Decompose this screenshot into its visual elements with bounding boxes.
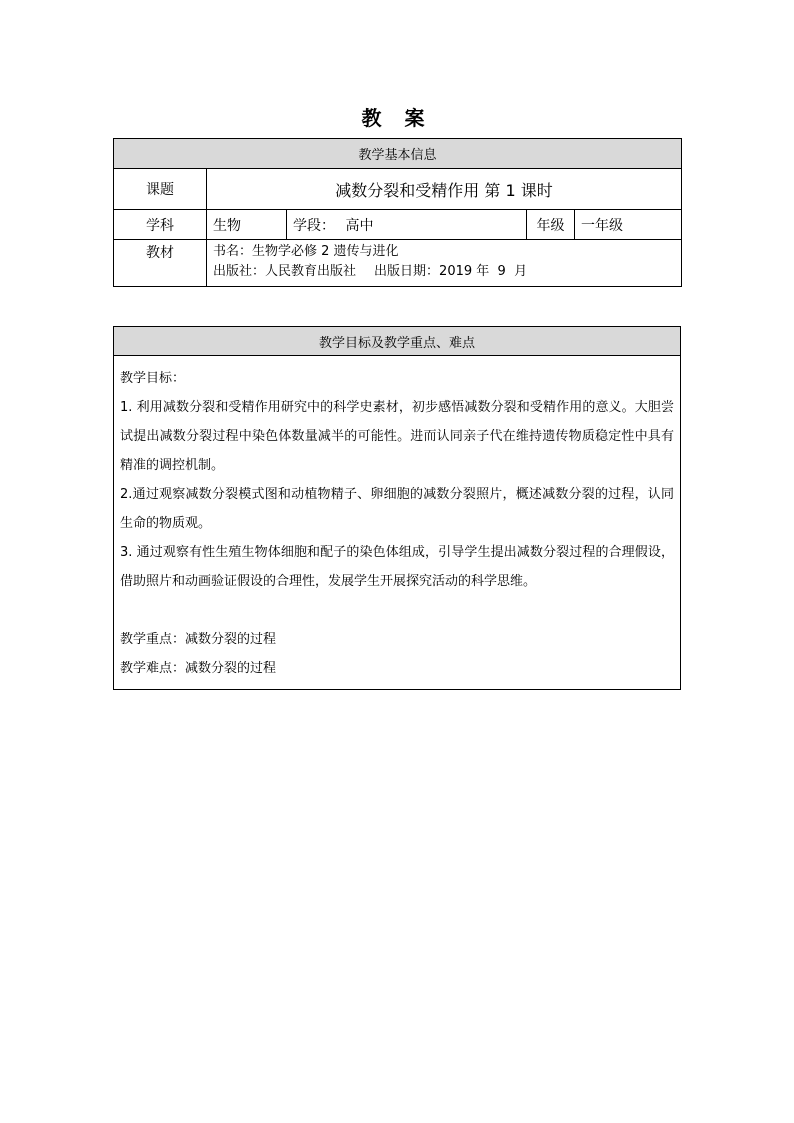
stage-cell xyxy=(287,210,527,240)
textbook-label: 教材 xyxy=(114,240,207,287)
difficult-point: 教学难点：减数分裂的过程 xyxy=(120,661,277,676)
topic-value: 减数分裂和受精作用 第 1 课时 xyxy=(207,169,682,210)
stage-label: 学段： xyxy=(293,217,335,234)
textbook-info xyxy=(207,240,682,287)
grade-label: 年级 xyxy=(527,210,575,240)
goals-header: 教学目标及教学重点、难点 xyxy=(114,327,681,356)
book-name-label: 书名： xyxy=(213,244,253,259)
grade-value: 一年级 xyxy=(575,210,682,240)
basic-info-table xyxy=(113,138,682,287)
pub-date-value: 2019 年 9 月 xyxy=(439,264,528,279)
book-name-value: 生物学必修 2 遗传与进化 xyxy=(252,244,399,259)
objective-2: 2.通过观察减数分裂模式图和动植物精子、卵细胞的减数分裂照片，概述减数分裂的过程，认同生命的物质观。 xyxy=(120,487,674,531)
objective-3: 3. 通过观察有性生殖生物体细胞和配子的染色体组成，引导学生提出减数分裂过程的合理假设，借助照片和动画验证假设的合理性，发展学生开展探究活动的科学思维。 xyxy=(120,545,674,589)
goals-table xyxy=(113,326,681,690)
basic-info-header: 教学基本信息 xyxy=(114,139,682,169)
topic-label: 课题 xyxy=(114,169,207,210)
key-point: 教学重点：减数分裂的过程 xyxy=(120,632,277,647)
page-title: 教 案 xyxy=(361,106,433,130)
subject-label: 学科 xyxy=(114,210,207,240)
subject-value: 生物 xyxy=(207,210,287,240)
pub-date-label: 出版日期： xyxy=(374,264,440,279)
objective-1: 1. 利用减数分裂和受精作用研究中的科学史素材，初步感悟减数分裂和受精作用的意义。大胆尝试提出减数分裂过程中染色体数量减半的可能性。进而认同亲子代在维持遗传物质稳定性中具有精准的调控机制。 xyxy=(120,400,674,473)
publisher-label: 出版社： xyxy=(213,264,266,279)
publisher-value: 人民教育出版社 xyxy=(265,264,357,279)
stage-value: 高中 xyxy=(345,217,374,234)
objectives-heading: 教学目标： xyxy=(120,371,186,386)
goals-body xyxy=(114,356,681,690)
blank-line xyxy=(120,596,674,625)
